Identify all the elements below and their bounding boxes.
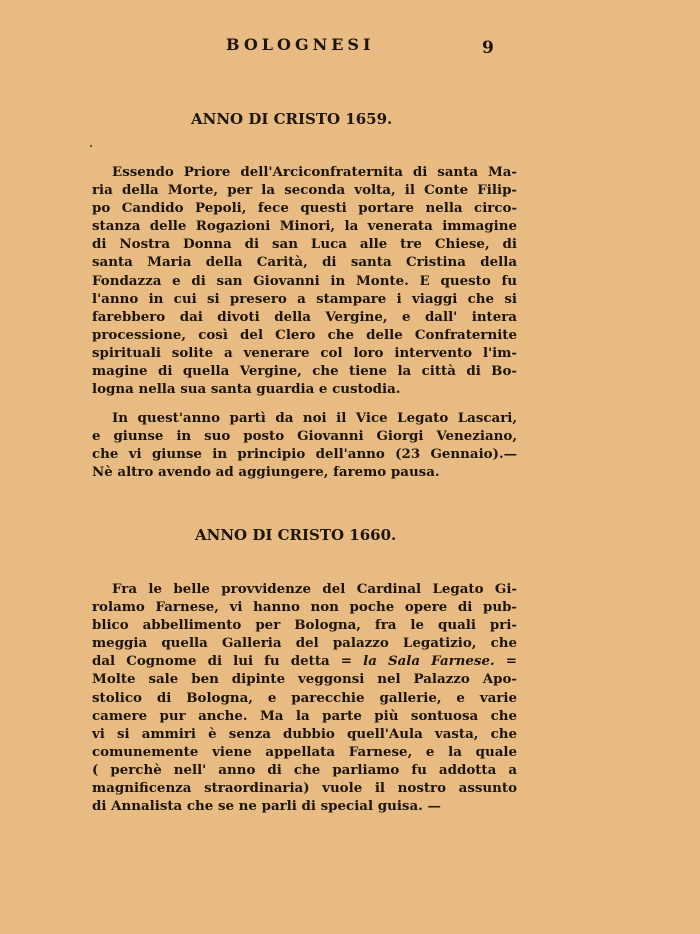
text-line: spirituali solite a venerare col loro intervento l'im- [92, 344, 517, 361]
text-line: rolamo Farnese, vi hanno non poche opere di pub- [92, 599, 517, 616]
text-line: stanza delle Rogazioni Minori, la venerata immagine [92, 218, 517, 235]
text-line: Fondazza e di san Giovanni in Monte. E questo fu [92, 272, 517, 289]
text-line-with-italic [92, 652, 517, 670]
text-line: In quest'anno partì da noi il Vice Legato Lascari, [112, 410, 517, 426]
text-line: Molte sale ben dipinte veggonsi nel Palazzo Apo- [92, 671, 517, 688]
italic-title: la Sala Farnese. [363, 653, 495, 670]
paragraph-1659-vice-legato [92, 409, 517, 481]
text-line: santa Maria della Carità, di santa Cristina della [92, 254, 517, 271]
text-line: meggia quella Galleria del palazzo Legatizio, che [92, 635, 517, 652]
text-line: po Candido Pepoli, fece questi portare nella circo- [92, 200, 517, 217]
text-line: stolico di Bologna, e parecchie gallerie, e varie [92, 689, 517, 706]
equals-mark: = [505, 653, 517, 670]
print-speck [90, 145, 92, 147]
text-line: farebbero dai divoti della Vergine, e dall' intera [92, 308, 517, 325]
page-number: 9 [482, 38, 494, 58]
text-line: vi si ammiri è senza dubbio quell'Aula vasta, che [92, 725, 517, 742]
running-title: BOLOGNESI [226, 35, 375, 54]
text-line: l'anno in cui si presero a stampare i viaggi che si [92, 290, 517, 307]
text-line: Fra le belle provvidenze del Cardinal Legato Gi- [112, 581, 517, 597]
equals-mark: = [340, 653, 353, 670]
section-heading-1659: ANNO DI CRISTO 1659. [191, 110, 393, 128]
text-line: ( perchè nell' anno di che parliamo fu addotta a [92, 761, 517, 778]
text-line: magine di quella Vergine, che tiene la città di Bo- [92, 363, 517, 380]
text-line: che vi giunse in principio dell'anno (23 Gennaio).— [92, 446, 517, 463]
text-line: comunemente viene appellata Farnese, e la quale [92, 743, 517, 760]
text-line: di Nostra Donna di san Luca alle tre Chiese, di [92, 236, 517, 253]
text-line: magnificenza straordinaria) vuole il nostro assunto [92, 780, 517, 797]
paragraph-1660-farnese [92, 580, 517, 815]
text-line: ria della Morte, per la seconda volta, il Conte Filip- [92, 182, 517, 199]
text-line: blico abbellimento per Bologna, fra le quali pri- [92, 617, 517, 634]
paragraph-1659-priore [92, 163, 517, 398]
text-line: e giunse in suo posto Giovanni Giorgi Veneziano, [92, 428, 517, 445]
text-fragment: dal Cognome di lui fu detta [92, 653, 330, 670]
text-line: processione, così del Clero che delle Confraternite [92, 326, 517, 343]
section-heading-1660: ANNO DI CRISTO 1660. [195, 526, 397, 544]
text-line: Essendo Priore dell'Arciconfraternita di santa Ma- [112, 164, 517, 180]
text-line: di Annalista che se ne parli di special guisa. — [92, 798, 441, 815]
text-line: camere pur anche. Ma la parte più sontuosa che [92, 707, 517, 724]
text-line: logna nella sua santa guardia e custodia. [92, 381, 401, 398]
text-line: Nè altro avendo ad aggiungere, faremo pausa. [92, 464, 440, 481]
